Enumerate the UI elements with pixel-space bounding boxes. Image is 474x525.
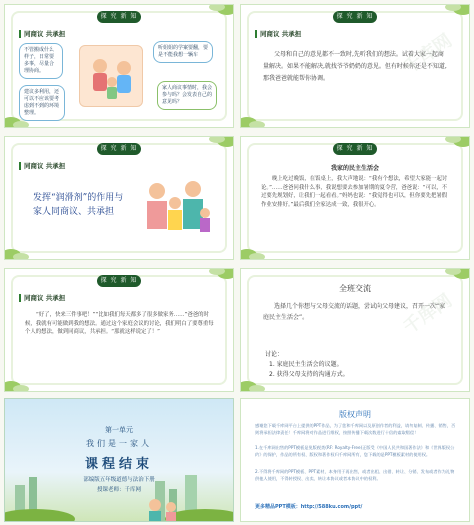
slide-1[interactable]: [4, 4, 234, 128]
section-badge: 探 究 新 知: [97, 275, 141, 287]
slide-4[interactable]: [240, 136, 470, 260]
body-text: 选择几个你想与父母交流的话题，尝试向父母建议，召开一次“家庭民主生活会”。: [263, 303, 446, 321]
subhead: 同商议 共承担: [19, 293, 65, 302]
publisher: 部编版五年级道德与法治下册: [83, 477, 155, 483]
discussion-point: 2. 获得父母支持的沟通方式。: [269, 371, 349, 378]
more-templates-link[interactable]: 更多精品PPT模板：http://588ku.com/ppt/: [255, 504, 363, 510]
section-title: 我家的民主生活会: [330, 165, 379, 172]
speech-bubble: 建议多利用，还可以不应该要考虑到不到的环境整理。: [19, 85, 65, 121]
section-badge: 探 究 新 知: [97, 143, 141, 155]
leaf-decoration: [423, 137, 469, 165]
copyright-paragraph: 感谢您下载千库网平台上提供的PPT作品，为了您和千库网以及原创作者的利益，请勿复制、传播、销售，否则将承担法律责任！千库网将对作品进行维权，按照传播下载次数进行十倍的索取赔偿！: [255, 423, 456, 435]
subhead: 同商议 共承担: [255, 29, 301, 38]
leaf-decoration: [5, 231, 51, 259]
section-title: 全班交流: [339, 284, 371, 293]
speech-bubble: 不管搬成什么样子，日常要多事，尽量合理协商。: [19, 43, 63, 79]
leaf-decoration: [5, 363, 51, 391]
leaf-decoration: [187, 269, 233, 297]
slogan: 发挥“润滑剂”的作用与家人同商议、共承担: [33, 193, 124, 217]
section-badge: 探 究 新 知: [333, 11, 377, 23]
family-illustration: [135, 173, 217, 245]
end-title: 课程结束: [84, 457, 153, 472]
body-text: 父母和自己的意见都不一致时,先听我们的想法。试着大家一起商量解决。如果不能解决,就找爷爷奶奶的意见。但有时候你还是不知道,那我爸爸就能帮你协调。: [263, 51, 447, 82]
slide-8[interactable]: [240, 398, 470, 522]
slide-3[interactable]: [4, 136, 234, 260]
subhead: 同商议 共承担: [19, 29, 65, 38]
subhead: 同商议 共承担: [19, 161, 65, 170]
leaf-decoration: [241, 99, 287, 127]
family-illustration: [79, 45, 143, 107]
leaf-decoration: [241, 231, 287, 259]
leaf-decoration: [423, 5, 469, 33]
copyright-paragraph: 2.不得将千库网的PPT模板、PPT素材，本身用于再出售，或者出租、出借、转让、分销、发布或者作为礼物供他人使用，不得转授权、出卖、转让本协议或者本协议中的权利。: [255, 469, 455, 481]
body-text: 晚上吃过晚饭，在饭桌上，我大声地说：“我有个想法，希望大家能一起讨论。”……爸爸问我什么事，我说想要去参加暑期的夏令营，爸爸说：“可以，不过要先规划好，让我们一起看看。”妈妈也说：“我觉得也可以，但你要先把暑假作业安排好。”最后我们全家达成一致，我很开心。: [261, 176, 448, 208]
teacher: 授课老师：千库网: [96, 487, 141, 493]
body-text: “好了，快来三件事吧！”“比如我们每天都多了很多做家务……”爸爸的时候，我就有可能做到我的想法。通过这个家庭会议的讨论，我们明白了要尊重每个人的想法，做到同商议，共承担。“那就这样说定了！”: [25, 312, 214, 335]
leaf-decoration: [187, 5, 233, 33]
section-badge: 探 究 新 知: [333, 143, 377, 155]
slide-6[interactable]: [240, 268, 470, 392]
speech-bubble: 家人商议事情时，我会参与吗？会发表自己的意见吗？: [157, 81, 217, 110]
copyright-paragraph: 1.在千库网出售的PPT模板是免版税类(RF: Royalty-Free)正版受《中国人民共和国著作法》和《世界版权公约》的保护，作品的所有权、版权和著作权归千库网所有，您下载的是PPT模板素材的使用权。: [255, 445, 455, 457]
slide-2[interactable]: [240, 4, 470, 128]
slide-7[interactable]: [4, 398, 234, 522]
lesson-title: 我们是一家人: [86, 439, 152, 448]
copyright-title: 版权声明: [339, 410, 371, 419]
discussion-heading: 讨论：: [265, 351, 284, 358]
section-badge: 探 究 新 知: [97, 11, 141, 23]
speech-bubble: 听姐姐的学案要翻，要是不能我想一辆车: [153, 41, 213, 63]
discussion-point: 1. 家庭民主生活会的议题。: [269, 361, 343, 368]
unit-label: 第一单元: [105, 426, 133, 434]
leaf-decoration: [187, 137, 233, 165]
slide-5[interactable]: [4, 268, 234, 392]
